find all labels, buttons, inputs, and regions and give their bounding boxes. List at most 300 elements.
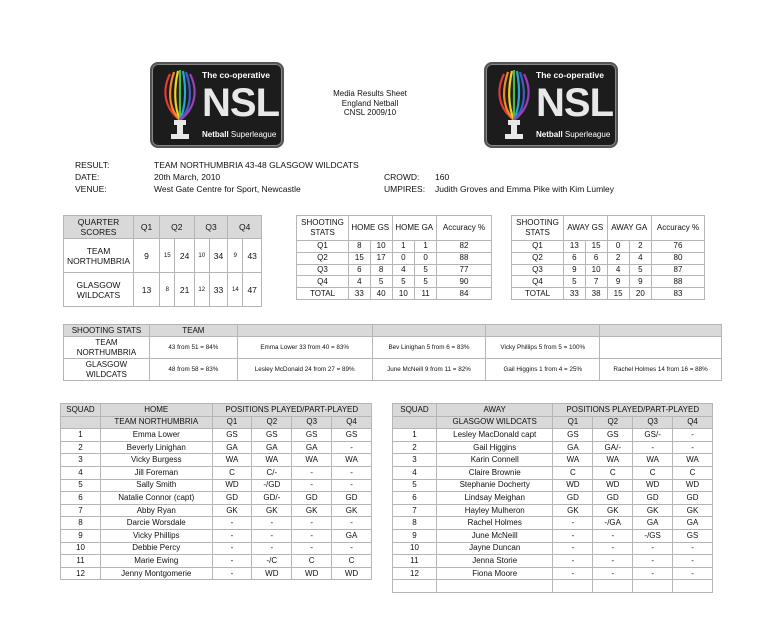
table-row xyxy=(512,252,705,264)
crowd-label: CROWD: xyxy=(384,172,420,182)
squad-number: 7 xyxy=(61,504,101,517)
sheet-organisation: England Netball xyxy=(341,98,399,108)
squad-number: 6 xyxy=(393,492,437,505)
table-row-total xyxy=(297,288,492,300)
table-row xyxy=(297,241,492,253)
table-row xyxy=(393,454,713,467)
umpires-label: UMPIRES: xyxy=(384,184,426,194)
position: WA xyxy=(332,454,372,467)
squad-number: 10 xyxy=(61,542,101,555)
table-row xyxy=(64,337,722,359)
table-row xyxy=(512,276,705,288)
position: WA xyxy=(673,454,713,467)
attempts: 11 xyxy=(415,288,437,300)
venue-value: West Gate Centre for Sport, Newcastle xyxy=(154,184,301,194)
position: - xyxy=(252,529,292,542)
table-row xyxy=(393,492,713,505)
crowd-value: 160 xyxy=(435,172,450,182)
quarter-score: 8 xyxy=(160,273,175,307)
umpires-value: Judith Groves and Emma Pike with Kim Lumley xyxy=(435,184,615,194)
result-label: RESULT: xyxy=(75,160,110,170)
team-total: 43 from 51 = 84% xyxy=(149,337,237,359)
position: GK xyxy=(633,504,673,517)
home-shooting-table xyxy=(296,215,492,300)
position: WD xyxy=(292,567,332,580)
squad-number: 3 xyxy=(393,454,437,467)
netball-superleague-text: Netball Superleague xyxy=(536,130,611,139)
player-name: Jill Foreman xyxy=(100,466,212,479)
position: C xyxy=(553,466,593,479)
attempts: 5 xyxy=(370,276,392,288)
away-squad-table xyxy=(392,403,713,593)
running-score: 33 xyxy=(209,273,228,307)
q2-header: Q2 xyxy=(252,416,292,429)
goals: 5 xyxy=(564,276,586,288)
table-row xyxy=(512,264,705,276)
table-row xyxy=(61,517,372,530)
position: - xyxy=(252,517,292,530)
accuracy: 80 xyxy=(652,252,705,264)
squad-header: SQUAD xyxy=(61,404,101,417)
position: WA xyxy=(292,454,332,467)
position: GS xyxy=(593,429,633,442)
position: - xyxy=(633,555,673,568)
position: C xyxy=(673,466,713,479)
player-name: Jenny Montgomerie xyxy=(100,567,212,580)
position: - xyxy=(593,542,633,555)
accuracy: 88 xyxy=(437,252,492,264)
player-name: Darcie Worsdale xyxy=(100,517,212,530)
goals: 9 xyxy=(607,276,629,288)
home-gs-header: HOME GS xyxy=(349,216,393,241)
position: WD xyxy=(252,567,292,580)
squad-header: SQUAD xyxy=(393,404,437,417)
position: GD xyxy=(212,492,252,505)
position: - xyxy=(292,517,332,530)
position: GD xyxy=(673,492,713,505)
squad-number: 2 xyxy=(61,441,101,454)
total-label: TOTAL xyxy=(512,288,564,300)
table-row xyxy=(61,429,372,442)
q4-header: Q4 xyxy=(228,216,262,239)
attempts: 10 xyxy=(585,264,607,276)
position: GK xyxy=(593,504,633,517)
squad-number: 11 xyxy=(61,555,101,568)
table-row xyxy=(61,466,372,479)
position: GA xyxy=(553,441,593,454)
player-name: Marie Ewing xyxy=(100,555,212,568)
position: - xyxy=(633,567,673,580)
position: WA xyxy=(212,454,252,467)
accuracy-header: Accuracy % xyxy=(652,216,705,241)
q4-header: Q4 xyxy=(332,416,372,429)
table-row xyxy=(61,504,372,517)
player-name: Beverly Linighan xyxy=(100,441,212,454)
table-row xyxy=(61,454,372,467)
trophy-icon xyxy=(492,68,536,144)
position: - xyxy=(212,542,252,555)
position: - xyxy=(212,529,252,542)
q3-header: Q3 xyxy=(292,416,332,429)
position: GD xyxy=(292,492,332,505)
date-label: DATE: xyxy=(75,172,100,182)
goals: 4 xyxy=(392,264,415,276)
player-name: Debbie Percy xyxy=(100,542,212,555)
quarter-score: 14 xyxy=(228,273,243,307)
position: GA xyxy=(633,517,673,530)
team-total: 48 from 58 = 83% xyxy=(149,359,237,381)
positions-header: POSITIONS PLAYED/PART-PLAYED xyxy=(212,404,371,417)
table-row xyxy=(393,529,713,542)
quarter-label: Q4 xyxy=(512,276,564,288)
team-header: TEAM xyxy=(149,325,237,337)
attempts: 4 xyxy=(629,252,651,264)
table-row xyxy=(393,479,713,492)
position: - xyxy=(212,555,252,568)
team-name: TEAM NORTHUMBRIA xyxy=(100,416,212,429)
position: GK xyxy=(553,504,593,517)
total-label: TOTAL xyxy=(297,288,349,300)
position: GA xyxy=(212,441,252,454)
position: GA xyxy=(332,529,372,542)
nsl-logo-right xyxy=(484,62,618,148)
position: GS xyxy=(212,429,252,442)
position: GA xyxy=(252,441,292,454)
q2-header: Q2 xyxy=(593,416,633,429)
home-header: HOME xyxy=(100,404,212,417)
player-name: Abby Ryan xyxy=(100,504,212,517)
player-name: Karin Connell xyxy=(436,454,553,467)
position: - xyxy=(212,517,252,530)
table-row xyxy=(393,567,713,580)
table-row xyxy=(61,479,372,492)
quarter-label: Q3 xyxy=(512,264,564,276)
player-stat: Lesley McDonald 24 from 27 = 89% xyxy=(237,359,372,381)
squad-number: 9 xyxy=(61,529,101,542)
goals: 4 xyxy=(607,264,629,276)
table-row xyxy=(61,567,372,580)
team-shooting-table xyxy=(63,324,722,381)
player-name: Fiona Moore xyxy=(436,567,553,580)
home-ga-header: HOME GA xyxy=(392,216,437,241)
attempts: 5 xyxy=(415,264,437,276)
q4-header: Q4 xyxy=(673,416,713,429)
position: GA xyxy=(292,441,332,454)
result-value: TEAM NORTHUMBRIA 43-48 GLASGOW WILDCATS xyxy=(154,160,359,170)
position: GD xyxy=(553,492,593,505)
quarter-label: Q4 xyxy=(297,276,349,288)
goals: 10 xyxy=(392,288,415,300)
goals: 15 xyxy=(349,252,371,264)
position: -/GA xyxy=(593,517,633,530)
nsl-logo-left xyxy=(150,62,284,148)
sheet-season: CNSL 2009/10 xyxy=(343,108,397,117)
table-row xyxy=(61,529,372,542)
player-name: Gail Higgins xyxy=(436,441,553,454)
squad-number: 2 xyxy=(393,441,437,454)
position: - xyxy=(593,555,633,568)
quarter-score: 13 xyxy=(134,273,160,307)
attempts: 6 xyxy=(585,252,607,264)
quarter-score: 9 xyxy=(228,239,243,273)
player-name: Stephanie Docherty xyxy=(436,479,553,492)
quarter-label: Q1 xyxy=(512,241,564,253)
squad-number: 6 xyxy=(61,492,101,505)
table-row xyxy=(297,276,492,288)
position: - xyxy=(252,542,292,555)
table-row xyxy=(393,555,713,568)
squad-number: 10 xyxy=(393,542,437,555)
position: WD xyxy=(332,567,372,580)
q3-header: Q3 xyxy=(194,216,228,239)
position: GD xyxy=(332,492,372,505)
table-row xyxy=(61,492,372,505)
goals: 5 xyxy=(392,276,415,288)
table-row xyxy=(393,466,713,479)
running-score: 43 xyxy=(243,239,262,273)
quarter-score: 15 xyxy=(160,239,175,273)
position: C/- xyxy=(252,466,292,479)
position: - xyxy=(673,542,713,555)
accuracy: 90 xyxy=(437,276,492,288)
table-row-total xyxy=(512,288,705,300)
position: GS/- xyxy=(633,429,673,442)
quarter-score: 12 xyxy=(194,273,209,307)
player-name: Vicky Phillips xyxy=(100,529,212,542)
shooting-stats-header: SHOOTING STATS xyxy=(297,216,349,241)
accuracy: 83 xyxy=(652,288,705,300)
position: C xyxy=(332,555,372,568)
attempts: 9 xyxy=(629,276,651,288)
position: - xyxy=(673,555,713,568)
quarter-score: 9 xyxy=(134,239,160,273)
table-row xyxy=(297,264,492,276)
empty-row xyxy=(393,580,713,593)
away-ga-header: AWAY GA xyxy=(607,216,652,241)
player-name: Jenna Storie xyxy=(436,555,553,568)
q2-header: Q2 xyxy=(160,216,195,239)
position: - xyxy=(332,517,372,530)
accuracy: 82 xyxy=(437,241,492,253)
player-stat: Bev Linighan 5 from 6 = 83% xyxy=(372,337,486,359)
quarter-scores-header: QUARTER SCORES xyxy=(64,216,134,239)
q3-header: Q3 xyxy=(633,416,673,429)
position: WA xyxy=(252,454,292,467)
position: - xyxy=(633,542,673,555)
team-name: TEAM NORTHUMBRIA xyxy=(64,337,150,359)
position: GK xyxy=(292,504,332,517)
table-row xyxy=(393,504,713,517)
position: - xyxy=(553,555,593,568)
position: GK xyxy=(673,504,713,517)
table-row xyxy=(393,542,713,555)
goals: 6 xyxy=(349,264,371,276)
positions-header: POSITIONS PLAYED/PART-PLAYED xyxy=(553,404,713,417)
squad-number: 1 xyxy=(61,429,101,442)
table-row xyxy=(393,441,713,454)
goals: 15 xyxy=(607,288,629,300)
position: WA xyxy=(593,454,633,467)
player-name: June McNeill xyxy=(436,529,553,542)
position: GD xyxy=(633,492,673,505)
position: WD xyxy=(212,479,252,492)
accuracy: 84 xyxy=(437,288,492,300)
quarter-score: 10 xyxy=(194,239,209,273)
nsl-mark: NSL xyxy=(202,81,279,125)
position: GS xyxy=(553,429,593,442)
attempts: 20 xyxy=(629,288,651,300)
squad-number: 8 xyxy=(393,517,437,530)
goals: 13 xyxy=(564,241,586,253)
position: GK xyxy=(252,504,292,517)
attempts: 8 xyxy=(370,264,392,276)
attempts: 15 xyxy=(585,241,607,253)
quarter-row-away xyxy=(64,273,262,307)
player-stat: June McNeill 9 from 11 = 82% xyxy=(372,359,486,381)
player-name: Rachel Holmes xyxy=(436,517,553,530)
accuracy: 87 xyxy=(652,264,705,276)
shooting-stats-header: SHOOTING STATS xyxy=(64,325,150,337)
goals: 0 xyxy=(392,252,415,264)
quarter-scores-table xyxy=(63,215,262,307)
position: - xyxy=(673,429,713,442)
position: WD xyxy=(553,479,593,492)
q1-header: Q1 xyxy=(553,416,593,429)
squad-number: 9 xyxy=(393,529,437,542)
player-stat: Emma Lower 33 from 40 = 83% xyxy=(237,337,372,359)
coop-brand-text: The co-operative xyxy=(202,70,271,80)
position: - xyxy=(292,529,332,542)
position: GS xyxy=(252,429,292,442)
position: - xyxy=(292,542,332,555)
attempts: 5 xyxy=(629,264,651,276)
position: - xyxy=(292,466,332,479)
away-gs-header: AWAY GS xyxy=(564,216,608,241)
trophy-icon xyxy=(158,68,202,144)
position: - xyxy=(553,517,593,530)
position: C xyxy=(212,466,252,479)
goals: 8 xyxy=(349,241,371,253)
player-name: Claire Brownie xyxy=(436,466,553,479)
goals: 4 xyxy=(349,276,371,288)
position: GS xyxy=(332,429,372,442)
player-name: Lesley MacDonald capt xyxy=(436,429,553,442)
position: GA xyxy=(673,517,713,530)
position: - xyxy=(212,567,252,580)
quarter-label: Q1 xyxy=(297,241,349,253)
team-name: GLASGOW WILDCATS xyxy=(64,359,150,381)
position: - xyxy=(553,529,593,542)
attempts: 17 xyxy=(370,252,392,264)
squad-number: 11 xyxy=(393,555,437,568)
away-header: AWAY xyxy=(436,404,553,417)
squad-number: 5 xyxy=(393,479,437,492)
table-row xyxy=(61,555,372,568)
position: WA xyxy=(633,454,673,467)
position: GD xyxy=(593,492,633,505)
attempts: 7 xyxy=(585,276,607,288)
position: WD xyxy=(673,479,713,492)
table-row xyxy=(61,441,372,454)
position: GK xyxy=(332,504,372,517)
quarter-label: Q2 xyxy=(297,252,349,264)
position: WA xyxy=(553,454,593,467)
squad-number: 12 xyxy=(61,567,101,580)
team-name: GLASGOW WILDCATS xyxy=(436,416,553,429)
position: - xyxy=(593,529,633,542)
quarter-row-home xyxy=(64,239,262,273)
attempts: 0 xyxy=(415,252,437,264)
team-name: GLASGOW WILDCATS xyxy=(64,273,134,307)
position: - xyxy=(553,567,593,580)
running-score: 34 xyxy=(209,239,228,273)
squad-number: 4 xyxy=(393,466,437,479)
squad-number: 4 xyxy=(61,466,101,479)
date-value: 20th March, 2010 xyxy=(154,172,221,182)
player-stat xyxy=(600,337,722,359)
player-stat: Gail Higgins 1 from 4 = 25% xyxy=(486,359,600,381)
position: GS xyxy=(292,429,332,442)
goals: 33 xyxy=(349,288,371,300)
player-name: Lindsay Meighan xyxy=(436,492,553,505)
player-name: Vicky Burgess xyxy=(100,454,212,467)
squad-number: 3 xyxy=(61,454,101,467)
table-row xyxy=(393,429,713,442)
position: WD xyxy=(633,479,673,492)
position: - xyxy=(673,567,713,580)
goals: 0 xyxy=(607,241,629,253)
position: - xyxy=(332,542,372,555)
accuracy: 88 xyxy=(652,276,705,288)
position: - xyxy=(292,479,332,492)
table-row xyxy=(393,517,713,530)
sheet-title: Media Results Sheet xyxy=(333,89,407,98)
away-shooting-table xyxy=(511,215,705,300)
player-stat: Vicky Phillips 5 from 5 = 100% xyxy=(486,337,600,359)
player-name: Sally Smith xyxy=(100,479,212,492)
squad-number: 5 xyxy=(61,479,101,492)
goals: 33 xyxy=(564,288,586,300)
accuracy: 77 xyxy=(437,264,492,276)
running-score: 21 xyxy=(175,273,194,307)
q1-header: Q1 xyxy=(134,216,160,239)
attempts: 40 xyxy=(370,288,392,300)
position: -/GS xyxy=(633,529,673,542)
position: C xyxy=(593,466,633,479)
running-score: 47 xyxy=(243,273,262,307)
quarter-label: Q3 xyxy=(297,264,349,276)
position: -/C xyxy=(252,555,292,568)
attempts: 38 xyxy=(585,288,607,300)
attempts: 1 xyxy=(415,241,437,253)
player-stat: Rachel Holmes 14 from 16 = 88% xyxy=(600,359,722,381)
position: - xyxy=(332,466,372,479)
q1-header: Q1 xyxy=(212,416,252,429)
goals: 2 xyxy=(607,252,629,264)
table-row xyxy=(297,252,492,264)
quarter-label: Q2 xyxy=(512,252,564,264)
nsl-mark: NSL xyxy=(536,81,613,125)
position: GK xyxy=(212,504,252,517)
coop-brand-text: The co-operative xyxy=(536,70,605,80)
position: GD/- xyxy=(252,492,292,505)
position: - xyxy=(633,441,673,454)
accuracy: 76 xyxy=(652,241,705,253)
attempts: 10 xyxy=(370,241,392,253)
position: -/GD xyxy=(252,479,292,492)
position: GA/- xyxy=(593,441,633,454)
sheet-header xyxy=(318,89,422,118)
